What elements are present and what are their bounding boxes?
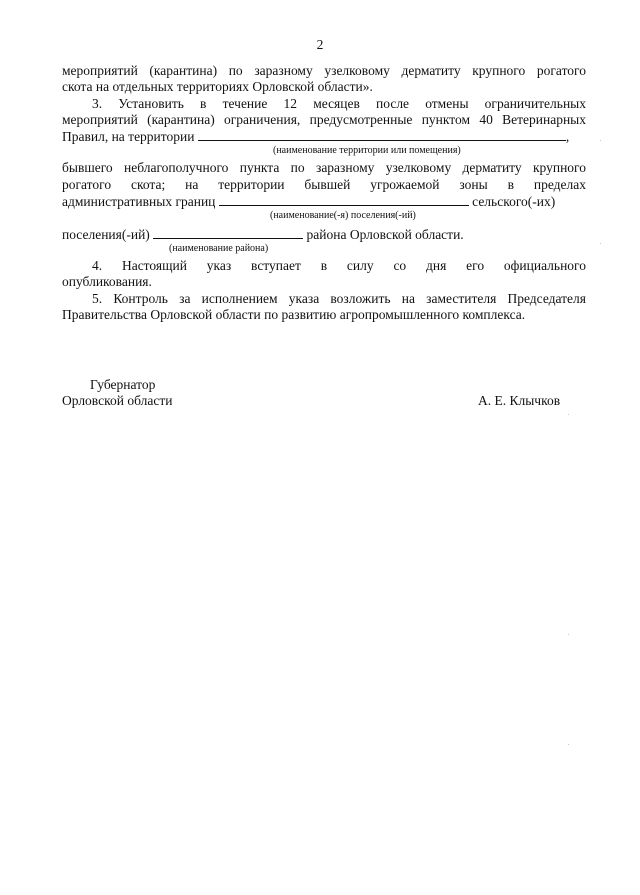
item3-line-7 [62,226,586,243]
item3-line-2: мероприятий (карантина) ограничения, предусмотренные пунктом 40 Ветеринарных [62,112,586,127]
signature-name: А. Е. Клычков [478,393,561,408]
item5-line-1: 5. Контроль за исполнением указа возложить на заместителя Председателя [92,291,586,306]
item3-line-1: 3. Установить в течение 12 месяцев после отмены ограничительных [92,96,586,111]
item4-line-1: 4. Настоящий указ вступает в силу со дня его официального [92,258,586,273]
item3-line-5: рогатого скота; на территории бывшей угрожаемой зоны в пределах [62,177,586,192]
caption-territory: (наименование территории или помещения) [273,145,461,156]
item3-territory-prefix: Правил, на территории [62,129,195,144]
item3-territory-suffix: , [565,129,570,144]
page-number: 2 [316,37,324,52]
scan-speck [600,140,601,141]
territory-blank-line [198,128,566,141]
scan-speck [568,634,569,635]
item3-line-4: бывшего неблагополучного пункта по заразному узелковому дерматиту крупного [62,160,586,175]
caption-district: (наименование района) [169,243,269,254]
item3-borders-suffix: сельского(-их) [472,194,556,209]
scan-speck [568,414,569,415]
item3-line-6 [62,193,586,210]
district-blank-line [153,226,303,239]
continuation-line-2: скота на отдельных территориях Орловской области». [62,79,373,94]
item4-line-2: опубликования. [62,274,152,289]
continuation-line-1: мероприятий (карантина) по заразному узелковому дерматиту крупного рогатого [62,63,586,78]
signature-title-line-2: Орловской области [62,393,173,408]
settlement-blank-line [219,193,469,206]
scan-speck [568,744,569,745]
caption-settlement: (наименование(-я) поселения(-ий) [270,210,416,221]
item3-district-prefix: поселения(-ий) [62,227,150,242]
item3-district-suffix: района Орловской области. [306,227,464,242]
scan-speck [600,243,601,244]
item5-line-2: Правительства Орловской области по развитию агропромышленного комплекса. [62,307,526,322]
item3-borders-prefix: административных границ [62,194,216,209]
item3-line-3 [62,128,586,145]
signature-title-line-1: Губернатор [90,377,156,392]
